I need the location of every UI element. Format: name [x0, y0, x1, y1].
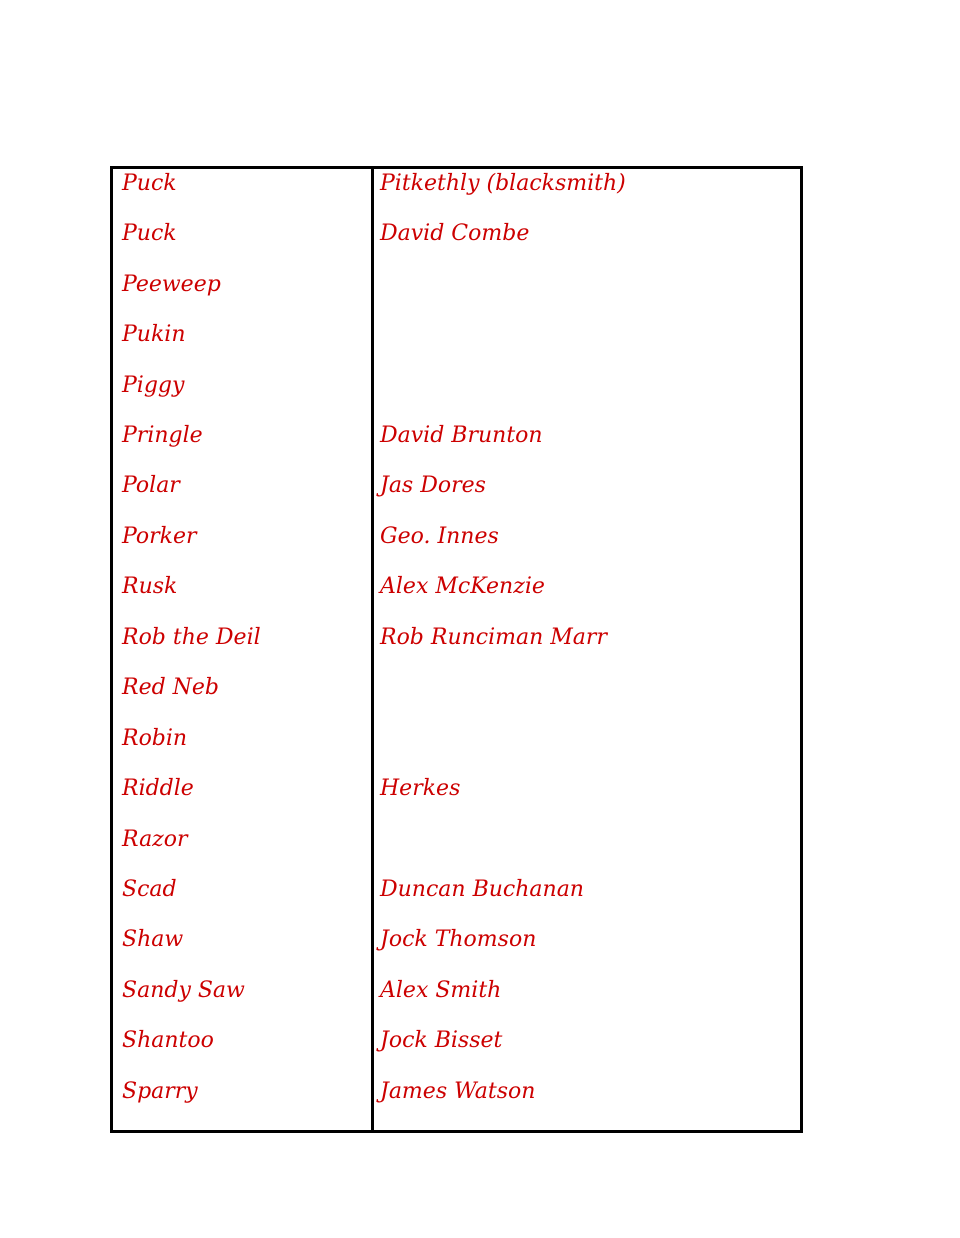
person-name-cell: Alex McKenzie — [380, 574, 545, 599]
person-name-cell: James Watson — [380, 1079, 536, 1104]
table-row — [113, 976, 800, 1026]
nickname-cell: Puck — [122, 171, 177, 196]
nickname-cell: Riddle — [122, 776, 194, 801]
nickname-cell: Pringle — [122, 423, 203, 448]
person-name-cell: David Brunton — [380, 423, 543, 448]
person-name-cell: Alex Smith — [380, 978, 502, 1003]
table-row — [113, 1026, 800, 1076]
table-row — [113, 673, 800, 723]
person-name-cell: Jas Dores — [380, 473, 486, 498]
table-row — [113, 270, 800, 320]
nickname-cell: Porker — [122, 524, 197, 549]
table-row — [113, 774, 800, 824]
table-row — [113, 875, 800, 925]
nickname-cell: Shaw — [122, 927, 184, 952]
person-name-cell: David Combe — [380, 221, 530, 246]
table-row — [113, 825, 800, 875]
table-row — [113, 471, 800, 521]
nickname-cell: Red Neb — [122, 675, 220, 700]
nickname-cell: Rusk — [122, 574, 178, 599]
table-row — [113, 1077, 800, 1127]
table-row — [113, 572, 800, 622]
nickname-cell: Pukin — [122, 322, 186, 347]
table-row — [113, 320, 800, 370]
person-name-cell: Rob Runciman Marr — [380, 625, 607, 650]
nickname-cell: Puck — [122, 221, 177, 246]
person-name-cell: Geo. Innes — [380, 524, 499, 549]
table-row — [113, 925, 800, 975]
nickname-cell: Piggy — [122, 373, 185, 398]
nickname-cell: Razor — [122, 827, 188, 852]
nickname-cell: Shantoo — [122, 1028, 214, 1053]
table-row — [113, 169, 800, 219]
person-name-cell: Duncan Buchanan — [380, 877, 584, 902]
table-row — [113, 421, 800, 471]
person-name-cell: Jock Bisset — [380, 1028, 503, 1053]
nickname-cell: Sandy Saw — [122, 978, 245, 1003]
table-row — [113, 724, 800, 774]
table-row — [113, 371, 800, 421]
nickname-cell: Rob the Deil — [122, 625, 261, 650]
nickname-cell: Robin — [122, 726, 188, 751]
nickname-cell: Scad — [122, 877, 177, 902]
table-row — [113, 522, 800, 572]
person-name-cell: Jock Thomson — [380, 927, 537, 952]
nickname-cell: Polar — [122, 473, 180, 498]
nickname-cell: Peeweep — [122, 272, 221, 297]
nickname-cell: Sparry — [122, 1079, 198, 1104]
table-row — [113, 219, 800, 269]
person-name-cell: Pitkethly (blacksmith) — [380, 171, 626, 196]
table-row — [113, 623, 800, 673]
nickname-table — [110, 166, 803, 1133]
person-name-cell: Herkes — [380, 776, 461, 801]
